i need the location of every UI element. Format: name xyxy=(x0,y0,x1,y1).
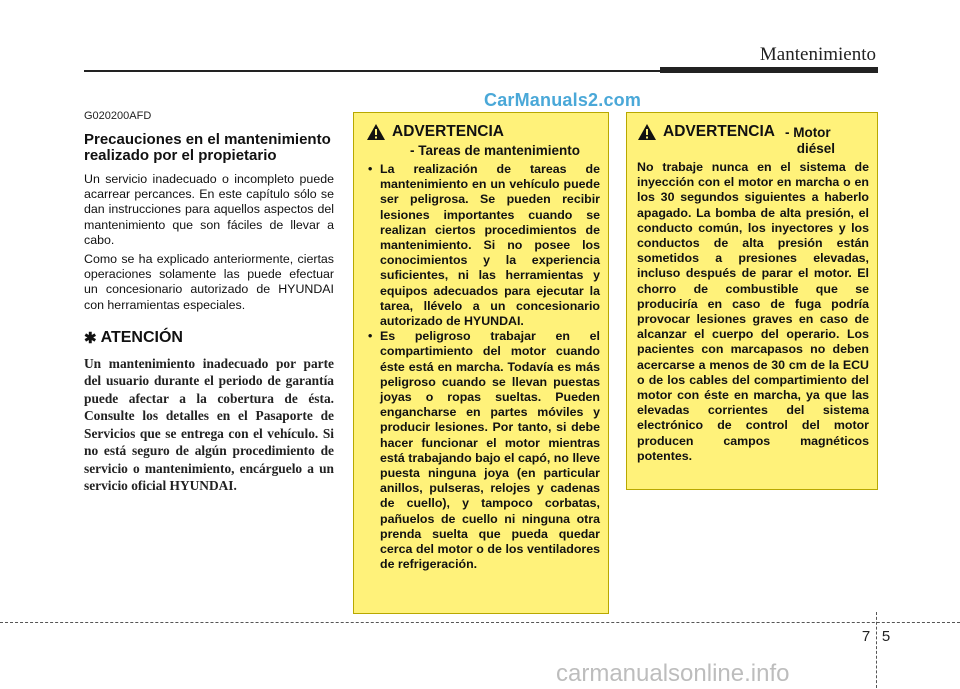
warning-subtitle: - Motor xyxy=(784,124,831,140)
left-column xyxy=(84,110,334,495)
page-header-title: Mantenimiento xyxy=(759,44,876,65)
attention-heading xyxy=(84,329,334,347)
attention-title: ATENCIÓN xyxy=(100,328,183,346)
warning-bullets xyxy=(366,162,600,572)
list-item: • La realización de tareas de mantenimiento en un vehículo puede ser peligrosa. Se pueden recibir lesiones importantes cuando se realizan ciertos procedimientos de mantenimiento. Si no posee los conocimientos y la experiencia suficientes, ni las herramientas y equipos adecuados para ejecutar la tarea, llévelo a un concesionario autorizado de HYUNDAI. xyxy=(366,162,600,329)
asterisk-icon: ✱ xyxy=(84,329,97,347)
warning-triangle-icon xyxy=(366,123,386,141)
page-number xyxy=(856,628,896,645)
list-item: • Es peligroso trabajar en el compartimiento del motor cuando éste está en marcha. Todavía es más peligroso cuando se llevan puestas joyas o ropas sueltas. Pueden engancharse en partes móviles y producir lesiones. Por tanto, si debe hacer funcionar el motor mientras está trabajando bajo el capó, no lleve puesta ninguna joya (en particular anillos, pulseras, relojes y cadenas de cuello), y tampoco corbatas, pañuelos de cuello ni ninguna otra prenda suelta que pueda quedar cerca del motor o de los ventiladores de refrigeración. xyxy=(366,329,600,572)
warning-header xyxy=(637,123,869,141)
section-title: Precauciones en el mantenimiento realizado por el propietario xyxy=(84,131,331,164)
warning-subtitle: - Tareas de mantenimiento xyxy=(409,143,581,158)
warning-title: ADVERTENCIA xyxy=(663,123,775,140)
warning-subtitle-cont: diésel xyxy=(796,141,835,156)
page-chapter: 7 xyxy=(861,628,871,645)
watermark-bottom: carmanualsonline.info xyxy=(556,660,790,687)
section-code: G020200AFD xyxy=(84,110,152,122)
warning-triangle-icon xyxy=(637,123,657,141)
warning-text: No trabaje nunca en el sistema de inyección con el motor en marcha o en los 30 segundos siguientes a haberlo apagado. La bomba de alta presión, el conducto común, los inyectores y los conductos de alta presión están sometidos a presiones elevadas, incluso después de parar el motor. El chorro de combustible que se produciría en caso de fuga podría provocar lesiones graves en caso de alcanzar el cuerpo del operario. Los pacientes con marcapasos no deben acercarse a menos de 30 cm de la ECU o de los cables del compartimiento del motor con éste en marcha, ya que las elevadas corrientes del sistema electrónico de control del motor producen campos magnéticos potentes. xyxy=(637,160,869,463)
warning-box-maintenance xyxy=(353,112,609,614)
page-index: 5 xyxy=(881,628,891,645)
footer-divider xyxy=(0,622,960,623)
header-rule-thick xyxy=(660,67,878,73)
attention-text: Un mantenimiento inadecuado por parte del usuario durante el periodo de garantía puede afectar a la cobertura de ésta. Consulte los detalles en el Pasaporte de Servicios que se entrega con el vehículo. Si no está seguro de algún procedimiento de servicio o mantenimiento, encárguelo a un servicio oficial HYUNDAI. xyxy=(84,355,334,494)
header-rule-thin xyxy=(84,70,660,72)
watermark-top: CarManuals2.com xyxy=(484,90,642,110)
warning-box-diesel xyxy=(626,112,878,490)
warning-header xyxy=(366,123,600,141)
page-number-separator xyxy=(876,612,877,688)
paragraph: Un servicio inadecuado o incompleto puede acarrear percances. En este capítulo sólo se dan instrucciones para aquellos aspectos del mantenimiento que son fáciles de llevar a cabo. xyxy=(84,172,334,247)
paragraph: Como se ha explicado anteriormente, ciertas operaciones solamente las puede efectuar un concesionario autorizado de HYUNDAI con herramientas especiales. xyxy=(84,252,334,312)
warning-title: ADVERTENCIA xyxy=(392,123,504,140)
